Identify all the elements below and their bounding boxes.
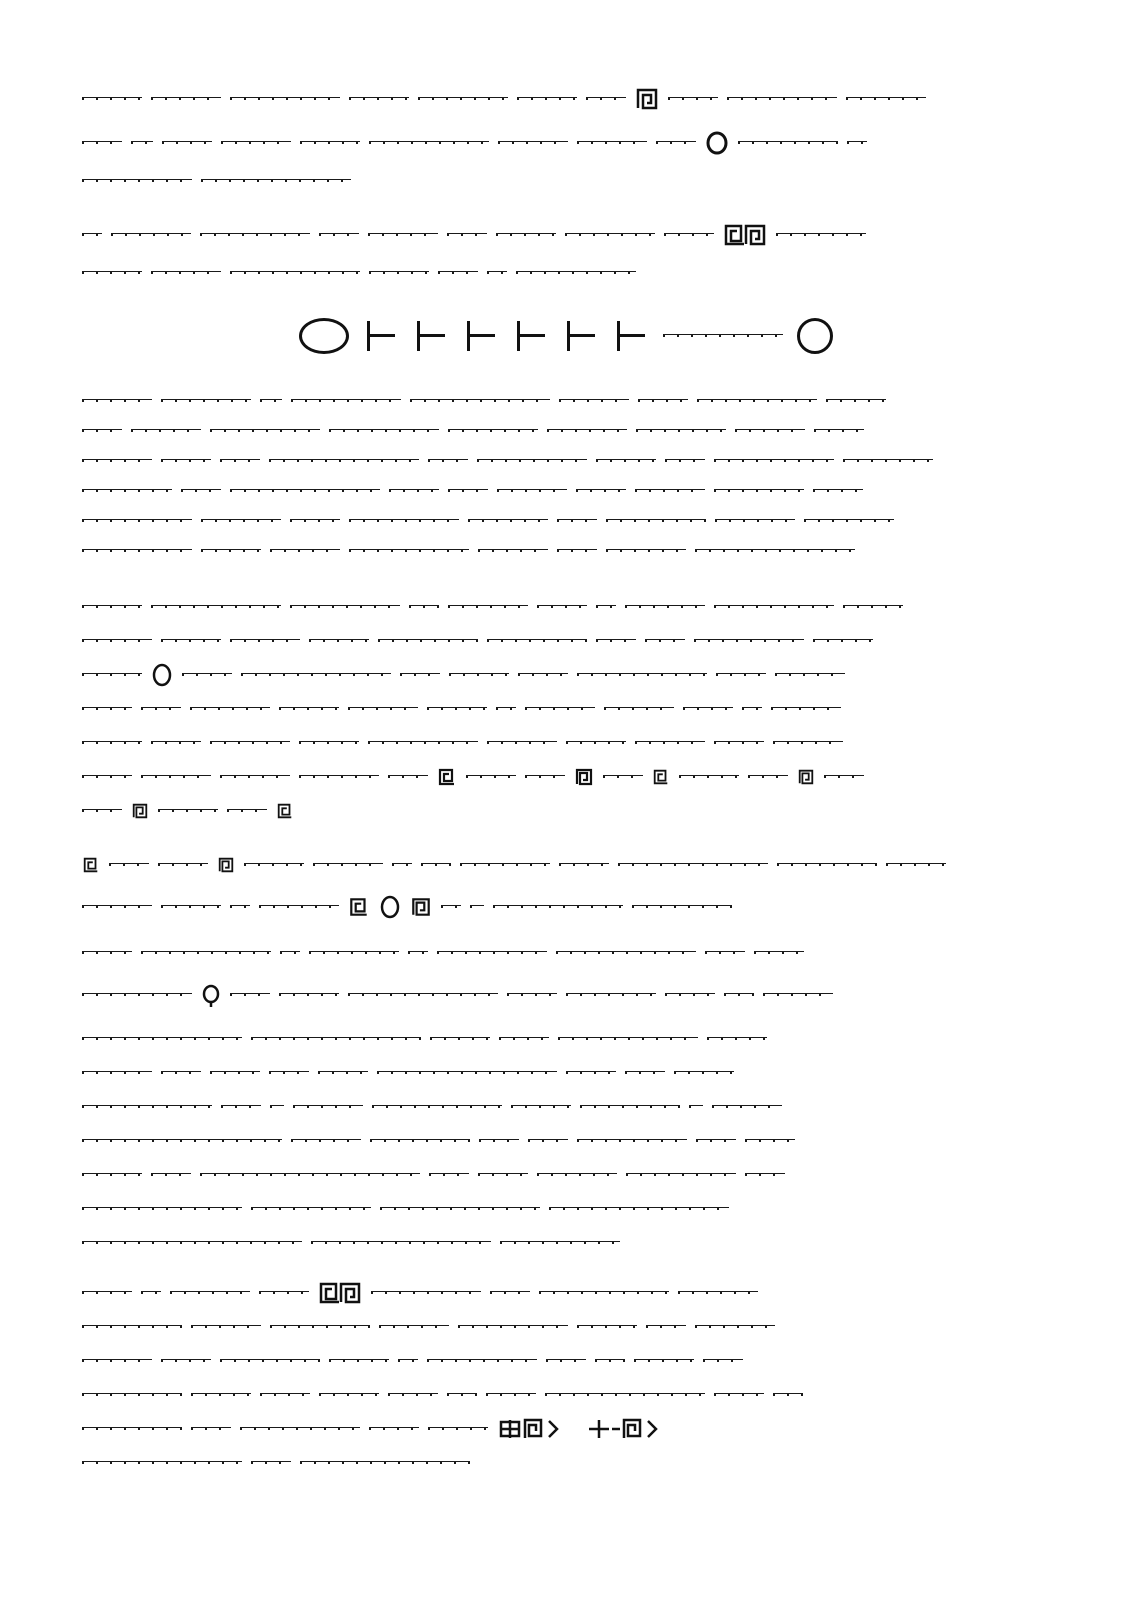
meander-left-icon bbox=[82, 856, 100, 874]
double-meander-icon bbox=[318, 1281, 362, 1305]
paragraph-4 bbox=[82, 590, 1035, 828]
omicron-icon bbox=[705, 131, 729, 155]
mu-icon bbox=[463, 321, 499, 351]
paragraph-5 bbox=[82, 848, 1035, 924]
paragraph-3 bbox=[82, 386, 1035, 566]
nu-icon bbox=[413, 321, 449, 351]
double-meander-icon bbox=[723, 223, 767, 247]
meander-right-icon bbox=[574, 767, 594, 787]
digamma-icon bbox=[613, 321, 649, 351]
meander-right-icon bbox=[797, 768, 815, 786]
cross-meander-icon bbox=[497, 1416, 577, 1442]
meander-right-icon bbox=[410, 896, 432, 918]
meander-icon bbox=[635, 87, 659, 111]
paragraph-1 bbox=[82, 82, 1035, 198]
meander-left-icon bbox=[348, 896, 370, 918]
meander-left-icon bbox=[437, 767, 457, 787]
kappa-icon bbox=[563, 321, 599, 351]
paragraph-2 bbox=[82, 218, 1035, 290]
cross-meander-icon bbox=[586, 1416, 672, 1442]
xi-icon bbox=[363, 321, 399, 351]
paragraph-8 bbox=[82, 1276, 1035, 1480]
meander-right-icon bbox=[131, 802, 149, 820]
symbol-sequence bbox=[0, 308, 1131, 364]
koppa-icon bbox=[797, 318, 833, 354]
meander-right-icon bbox=[217, 856, 235, 874]
koppa-icon bbox=[201, 983, 221, 1007]
digamma-caption bbox=[663, 334, 783, 337]
paragraph-7 bbox=[82, 1022, 1035, 1260]
omicron-icon bbox=[151, 663, 173, 687]
paragraph-6 bbox=[82, 936, 1035, 1012]
lambda-icon bbox=[513, 321, 549, 351]
omicron-icon bbox=[379, 895, 401, 919]
omicron-icon bbox=[299, 318, 349, 354]
meander-left-icon bbox=[652, 768, 670, 786]
meander-left-icon bbox=[276, 802, 294, 820]
